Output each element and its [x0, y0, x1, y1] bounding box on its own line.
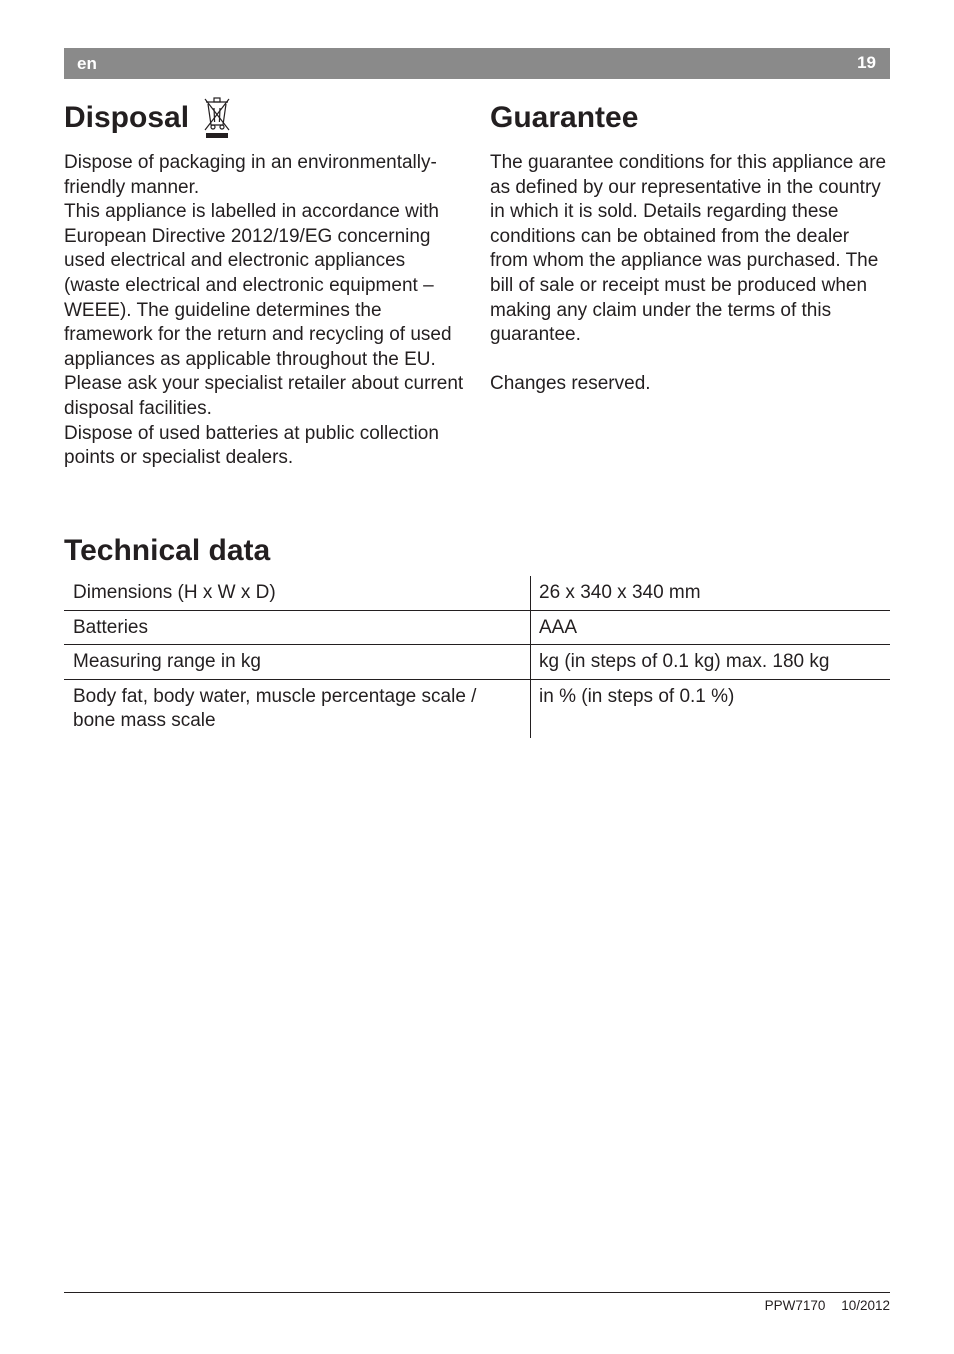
spec-label: Body fat, body water, muscle percentage scale / bone mass scale	[64, 679, 531, 738]
guarantee-section	[490, 100, 890, 397]
model-number: PPW7170	[764, 1298, 826, 1313]
page-header-bar	[64, 48, 890, 79]
disposal-paragraph: This appliance is labelled in accordance with European Directive 2012/19/EG concerning used electrical and electronic appliances (waste electrical and electronic equipment – WEEE). The guideline determines the framework for the return and recycling of used appliances as applicable throughout the EU.	[64, 201, 452, 370]
changes-reserved-note: Changes reserved.	[490, 373, 651, 395]
spec-value: AAA	[531, 610, 891, 645]
spec-value: kg (in steps of 0.1 kg) max. 180 kg	[531, 645, 891, 680]
disposal-paragraph: Please ask your specialist retailer about current disposal facilities.	[64, 373, 464, 419]
disposal-title: Disposal	[64, 101, 190, 134]
disposal-section	[64, 100, 464, 471]
page-number: 19	[857, 53, 876, 72]
spec-value: in % (in steps of 0.1 %)	[539, 685, 735, 707]
table-row	[64, 679, 890, 738]
edition-date: 10/2012	[841, 1298, 890, 1313]
page-footer	[765, 1298, 890, 1313]
crossed-out-wheelie-bin-icon	[203, 95, 231, 144]
table-row	[64, 610, 890, 645]
spec-label: Measuring range in kg	[64, 645, 531, 680]
guarantee-title: Guarantee	[490, 101, 639, 134]
spec-value: 26 x 340 x 340 mm	[531, 576, 891, 610]
footer-divider	[64, 1292, 890, 1293]
technical-data-table	[64, 576, 890, 738]
disposal-paragraph: Dispose of packaging in an environmentally-friendly manner.	[64, 152, 437, 198]
language-label: en	[77, 54, 97, 73]
disposal-paragraph: Dispose of used batteries at public collection points or specialist dealers.	[64, 422, 439, 469]
technical-data-title: Technical data	[64, 534, 271, 567]
guarantee-text: The guarantee conditions for this appliance are as defined by our representative in the country in which it is sold. Details regarding these conditions can be obtained from the dealer from whom the appliance was purchased. The bill of sale or receipt must be produced when making any claim under the terms of this guarantee.	[490, 152, 887, 346]
spec-label: Batteries	[64, 610, 531, 645]
spec-label: Dimensions (H x W x D)	[64, 576, 531, 610]
table-row	[64, 576, 890, 610]
table-row	[64, 645, 890, 680]
